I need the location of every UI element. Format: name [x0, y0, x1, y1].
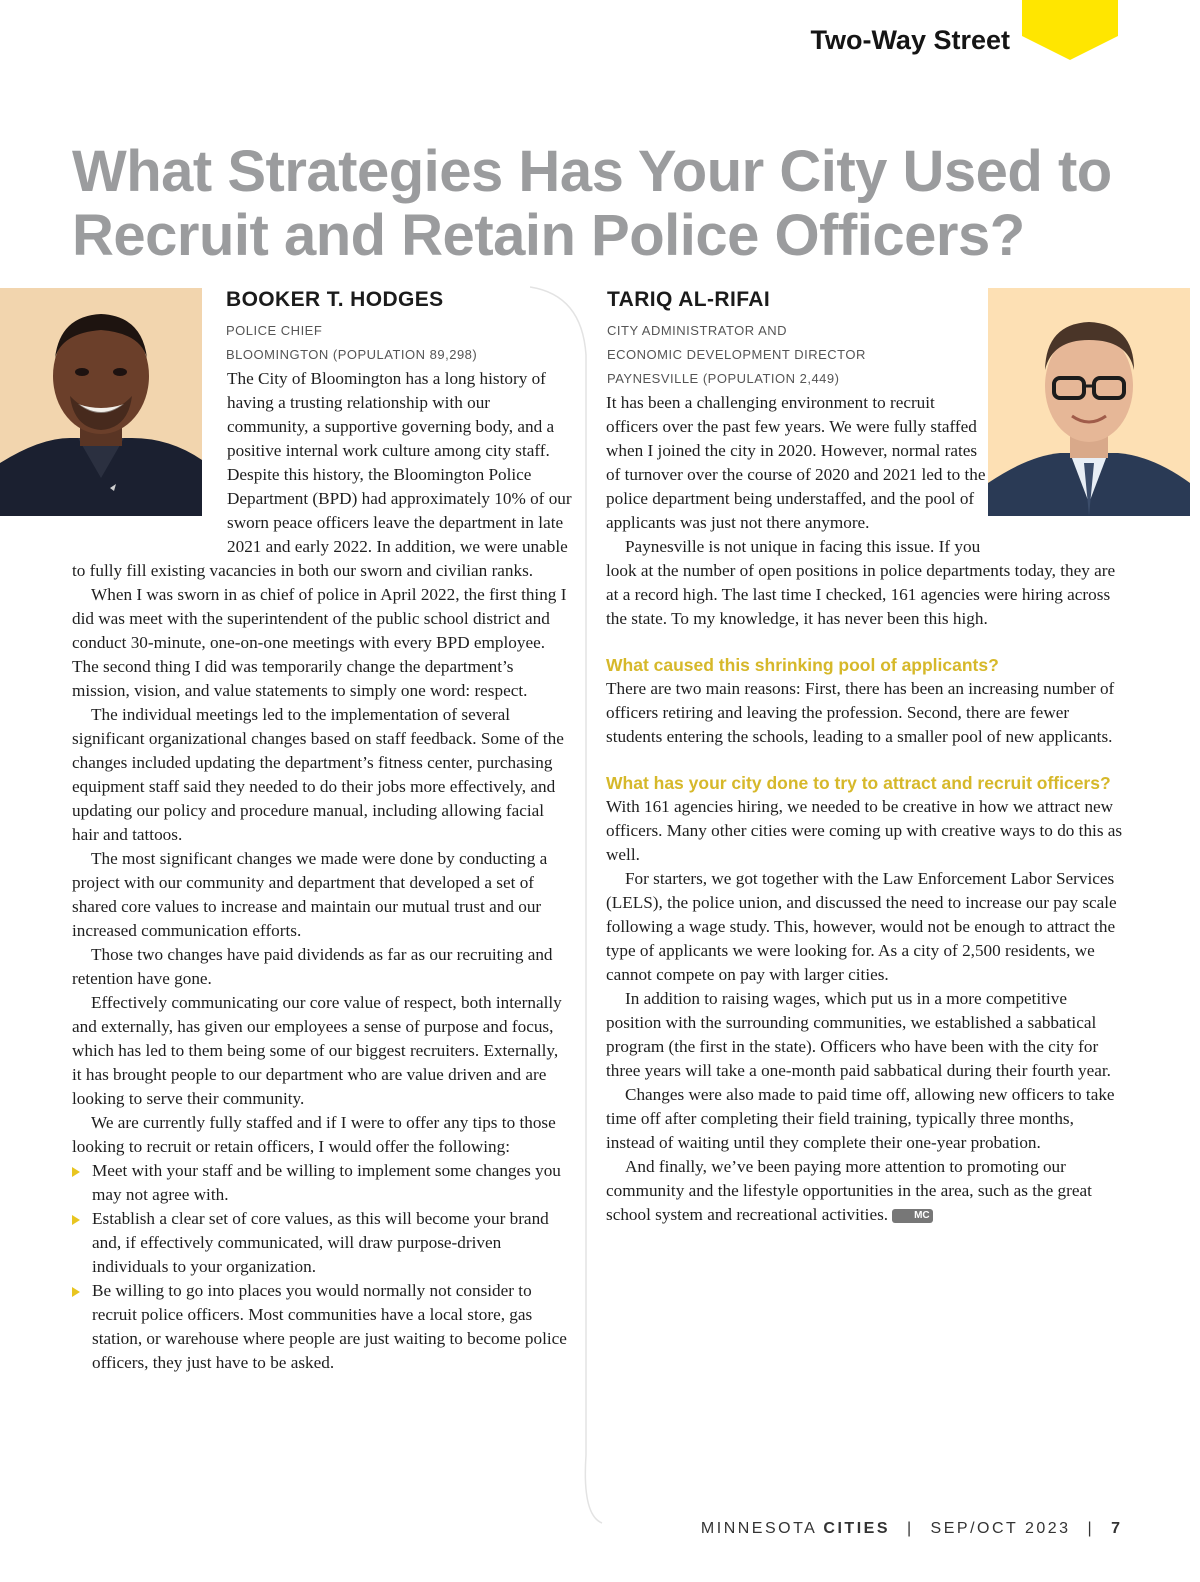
body-paragraph: For starters, we got together with the Law Enforcement Labor Services (LELS), the police union, and discussed the need to increase our pay scale following a wage study. This, however, would not be enough to attract the type of applicants we were looking for. As a city of 2,500 residents, we cannot compete on pay with larger cities. — [606, 869, 1117, 984]
body-paragraph: When I was sworn in as chief of police in April 2022, the first thing I did was meet with the superintendent of the public school district and conduct 30-minute, one-on-one meetings with every BPD employee. The second thing I did was temporarily change the department’s mission, vision, and value statements to simply one word: respect. — [72, 585, 567, 700]
mc-end-mark-icon: MC — [892, 1209, 933, 1223]
footer-brand-bold: CITIES — [823, 1520, 890, 1537]
author-city-left: BLOOMINGTON (POPULATION 89,298) — [226, 347, 478, 362]
body-paragraph: It has been a challenging environment to recruit officers over the past few years. We were fully staffed when I joined the city in 2020. However, normal rates of turnover over the course of 2020 and 2021 led to the police department being understaffed, and the pool of applicants was just not there anymore. — [606, 393, 986, 532]
footer-brand-light: MINNESOTA — [700, 1520, 817, 1537]
photo-wrap-spacer — [72, 367, 227, 547]
footer-separator: | — [1087, 1520, 1095, 1537]
author-role-right: CITY ADMINISTRATOR AND — [607, 323, 788, 338]
right-column-body — [606, 391, 1126, 1227]
section-tab-marker — [1022, 0, 1118, 60]
body-paragraph: In addition to raising wages, which put us in a more competitive position with the surrounding communities, we established a sabbatical program (the first in the state). Officers who have been with the city for three years will take a one-month paid sabbatical during their fourth year. — [606, 989, 1111, 1080]
author-role-right-2: ECONOMIC DEVELOPMENT DIRECTOR — [607, 347, 866, 362]
photo-wrap-spacer — [990, 391, 1126, 550]
author-name-right: TARIQ AL-RIFAI — [607, 288, 771, 311]
author-name-left: BOOKER T. HODGES — [226, 288, 444, 311]
tips-list — [72, 1159, 572, 1375]
question-heading: What has your city done to try to attract and recruit officers? — [606, 773, 1111, 793]
author-city-right: PAYNESVILLE (POPULATION 2,449) — [607, 371, 840, 386]
body-paragraph: Changes were also made to paid time off, allowing new officers to take time off after completing their field training, typically three months, instead of waiting until they complete their one-year probation. — [606, 1085, 1115, 1152]
author-role-left: POLICE CHIEF — [226, 323, 323, 338]
section-tag: Two-Way Street — [810, 25, 1010, 55]
page-footer — [700, 1520, 1120, 1538]
footer-issue: SEP/OCT 2023 — [930, 1520, 1071, 1537]
page-title: What Strategies Has Your City Used to Recruit and Retain Police Officers? — [72, 139, 1112, 268]
question-heading: What caused this shrinking pool of applicants? — [606, 655, 999, 675]
page-number: 7 — [1111, 1520, 1120, 1537]
list-item: Meet with your staff and be willing to implement some changes you may not agree with. — [72, 1159, 572, 1207]
body-paragraph: The City of Bloomington has a long history of having a trusting relationship with our community, a supportive governing body, and a positive internal work culture among city staff. Despite this history, the Bloomington Police Department (BPD) had approximately 10% of our sworn peace officers leave the department in late 2021 and early 2022. In addition, we were unable to fully fill existing vacancies in both our sworn and civilian ranks. — [72, 369, 572, 580]
body-paragraph: With 161 agencies hiring, we needed to be creative in how we attract new officers. Many other cities were coming up with creative ways to do this as well. — [606, 797, 1123, 864]
body-paragraph: The most significant changes we made were done by conducting a project with our community and department that developed a set of shared core values to increase and maintain our mutual trust and our increased communication efforts. — [72, 849, 548, 940]
body-paragraph: There are two main reasons: First, there has been an increasing number of officers retiring and leaving the profession. Second, there are fewer students entering the schools, leading to a smaller pool of new applicants. — [606, 679, 1115, 746]
body-paragraph: Paynesville is not unique in facing this issue. If you look at the number of open positions in police departments today, they are at a record high. The last time I checked, 161 agencies were hiring across the state. To my knowledge, it has never been this high. — [606, 537, 1116, 628]
list-item: Be willing to go into places you would normally not consider to recruit police officers. Most communities have a local store, gas station, or warehouse where people are just waiting to become police officers, they just have to be asked. — [72, 1279, 572, 1375]
body-paragraph: Effectively communicating our core value of respect, both internally and externally, has given our employees a sense of purpose and focus, which has led to them being some of our biggest recruiters. Externally, it has brought people to our department who are value driven and are looking to serve their community. — [72, 993, 562, 1108]
triangle-bullet-icon — [72, 1167, 80, 1177]
triangle-bullet-icon — [72, 1287, 80, 1297]
triangle-bullet-icon — [72, 1215, 80, 1225]
body-paragraph: The individual meetings led to the implementation of several significant organizational changes based on staff feedback. Some of the changes included updating the department’s fitness center, purchasing equipment staff said they needed to do their jobs more effectively, and updating our policy and procedure manual, including allowing facial hair and tattoos. — [72, 705, 564, 844]
list-item: Establish a clear set of core values, as this will become your brand and, if effectively communicated, will draw purpose-driven individuals to your organization. — [72, 1207, 572, 1279]
body-paragraph: And finally, we’ve been paying more attention to promoting our community and the lifestyle opportunities in the area, such as the great school system and recreational activities. MC — [606, 1157, 1092, 1224]
footer-separator: | — [906, 1520, 914, 1537]
left-column-body — [72, 367, 572, 1375]
body-paragraph: Those two changes have paid dividends as far as our recruiting and retention have gone. — [72, 945, 553, 988]
body-paragraph: We are currently fully staffed and if I were to offer any tips to those looking to recruit or retain officers, I would offer the following: — [72, 1113, 556, 1156]
